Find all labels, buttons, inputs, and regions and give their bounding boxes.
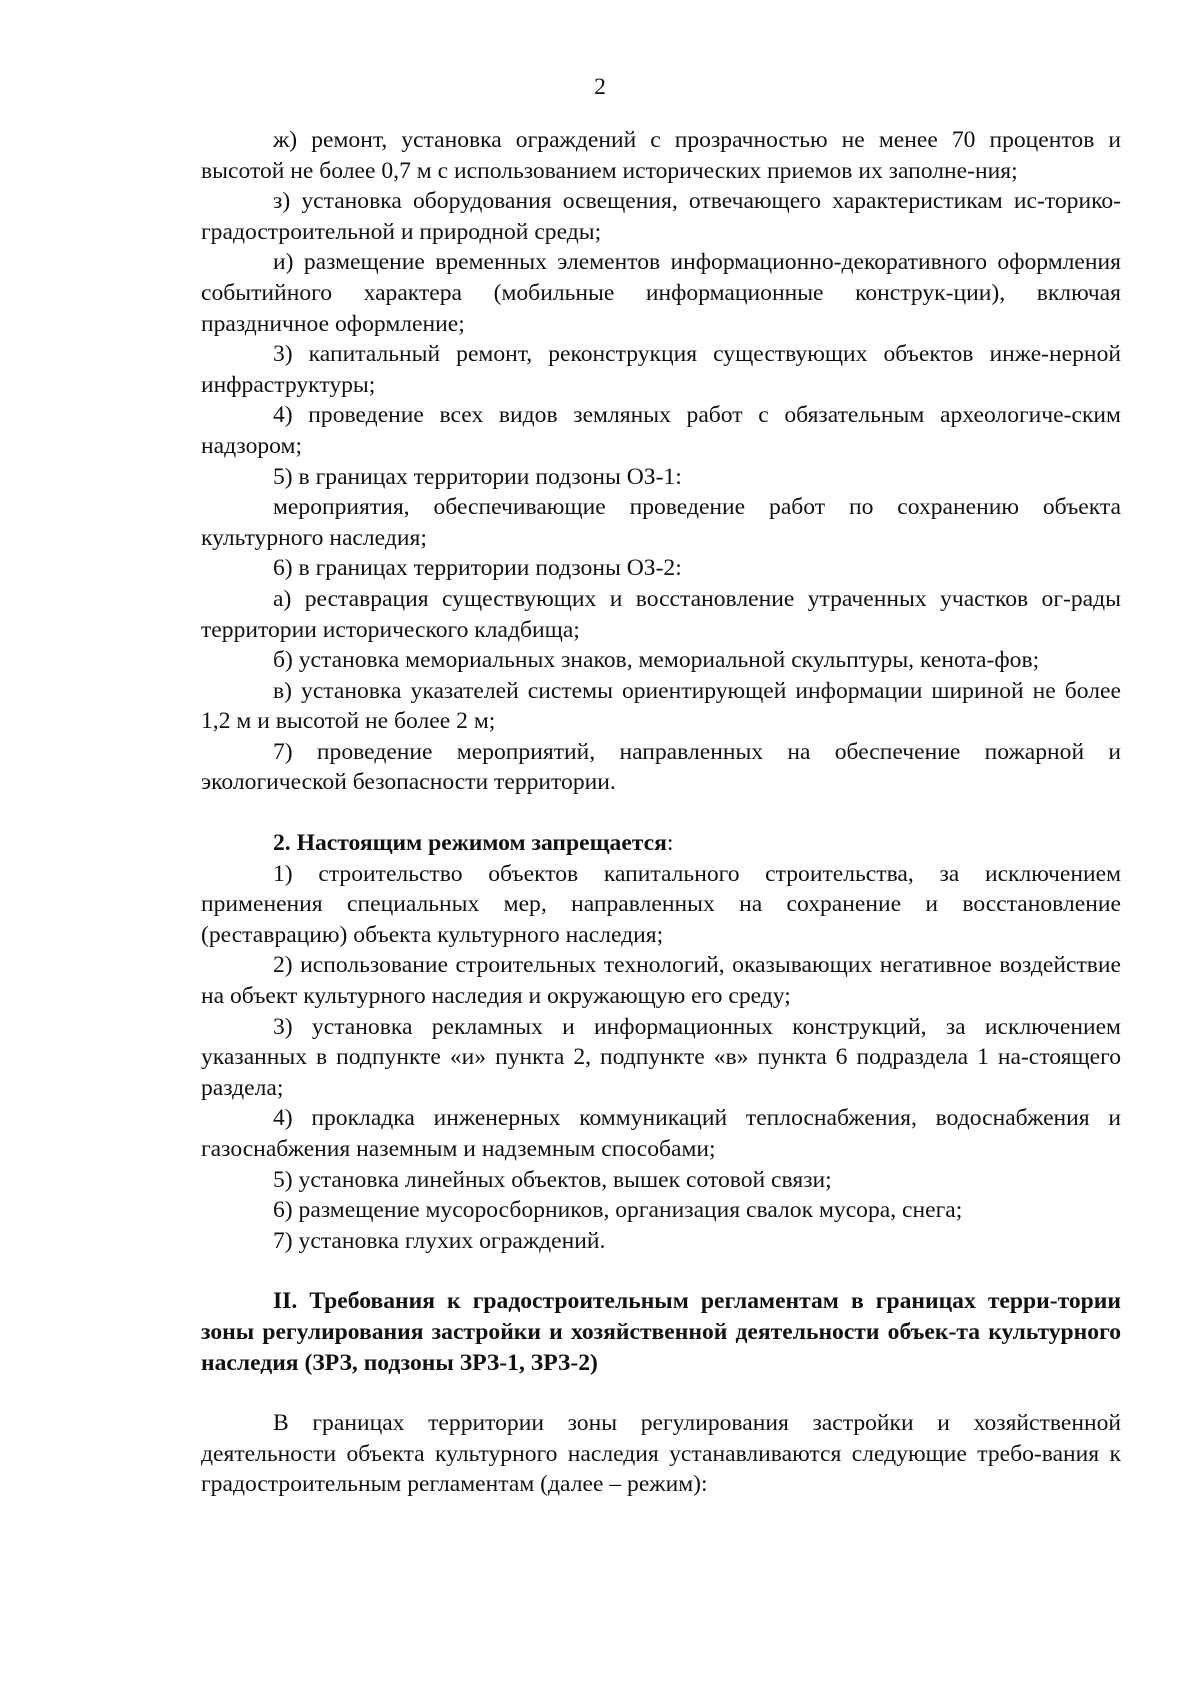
- list-item: 2) использование строительных технологий, оказывающих негативное воздействие на объект культурного наследия и окружающую его среду;: [201, 952, 1121, 1010]
- list-item: 5) установка линейных объектов, вышек сотовой связи;: [273, 1166, 832, 1193]
- paragraph: 5) в границах территории подзоны ОЗ-1:: [273, 463, 682, 490]
- section-ii-heading: II. Требования к градостроительным регламентам в границах терри-тории зоны регулирования застройки и хозяйственной деятельности объек-та культурного наследия (ЗРЗ, подзоны ЗРЗ-1, ЗРЗ-2): [201, 1288, 1121, 1376]
- section-ii-intro: В границах территории зоны регулирования застройки и хозяйственной деятельности объекта культурного наследия устанавливаются следующие требо-вания к градостроительным регламентам (далее – режим):: [201, 1410, 1121, 1498]
- section-title-bold: 2. Настоящим режимом запрещается: [273, 830, 667, 857]
- section-title: [201, 828, 1121, 859]
- paragraph: в) установка указателей системы ориентирующей информации шириной не более 1,2 м и высотой не более 2 м;: [201, 677, 1121, 735]
- paragraph: з) установка оборудования освещения, отвечающего характеристикам ис-торико-градостроительной и природной среды;: [201, 188, 1121, 245]
- paragraph: 7) проведение мероприятий, направленных на обеспечение пожарной и экологической безопасности территории.: [201, 738, 1121, 796]
- permitted-activities-continued: [201, 125, 1121, 798]
- paragraph: 3) капитальный ремонт, реконструкция существующих объектов инже-нерной инфраструктуры;: [201, 341, 1121, 398]
- list-item: 3) установка рекламных и информационных конструкций, за исключением указанных в подпункте «и» пункта 2, подпункте «в» пункта 6 подраздела 1 на-стоящего раздела;: [201, 1013, 1121, 1101]
- paragraph: мероприятия, обеспечивающие проведение работ по сохранению объекта культурного наследия;: [201, 494, 1121, 551]
- paragraph: ж) ремонт, установка ограждений с прозрачностью не менее 70 процентов и высотой не более 0,7 м с использованием исторических приемов их заполне-ния;: [201, 127, 1121, 184]
- paragraph: и) размещение временных элементов информационно-декоративного оформления событийного характера (мобильные информационные конструк-ции), включая праздничное оформление;: [201, 249, 1121, 337]
- section-title-colon: :: [666, 830, 674, 857]
- paragraph: 6) в границах территории подзоны ОЗ-2:: [273, 555, 682, 582]
- list-item: 6) размещение мусоросборников, организация свалок мусора, снега;: [273, 1197, 963, 1224]
- list-item: 7) установка глухих ограждений.: [273, 1227, 606, 1254]
- paragraph: б) установка мемориальных знаков, мемориальной скульптуры, кенота-фов;: [273, 647, 1040, 674]
- prohibited-activities-section: [201, 828, 1121, 1256]
- document-body: [201, 125, 1121, 1500]
- list-item: 1) строительство объектов капитального строительства, за исключением применения специальных мер, направленных на сохранение и восстановление (реставрацию) объекта культурного наследия;: [201, 860, 1121, 948]
- paragraph: 4) проведение всех видов земляных работ с обязательным археологиче-ским надзором;: [201, 402, 1121, 459]
- list-item: 4) прокладка инженерных коммуникаций теплоснабжения, водоснабжения и газоснабжения наземным и надземным способами;: [201, 1105, 1121, 1162]
- section-ii: [201, 1286, 1121, 1500]
- page-number: 2: [594, 74, 606, 100]
- paragraph: а) реставрация существующих и восстановление утраченных участков ог-рады территории исторического кладбища;: [201, 585, 1121, 643]
